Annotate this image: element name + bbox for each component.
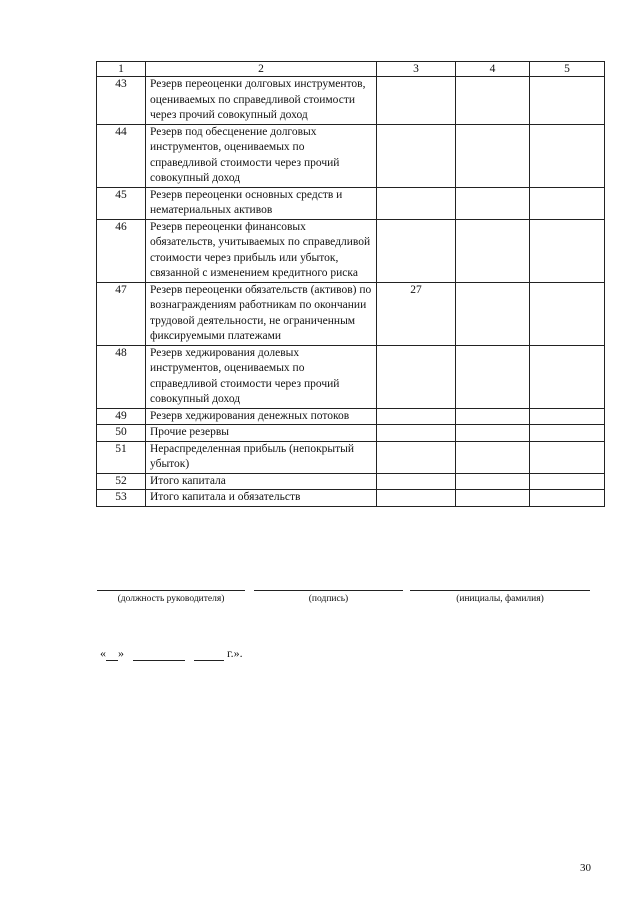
table-row bbox=[97, 473, 605, 490]
row-name: Прочие резервы bbox=[146, 425, 377, 442]
row-value-5 bbox=[530, 490, 605, 507]
row-number: 44 bbox=[97, 124, 146, 187]
row-name: Итого капитала и обязательств bbox=[146, 490, 377, 507]
row-name: Резерв переоценки финансовых обязательств, учитываемых по справедливой стоимости через прибыль или убыток, связанной с изменением кредитного риска bbox=[146, 219, 377, 282]
table-row bbox=[97, 187, 605, 219]
month-blank bbox=[133, 650, 185, 661]
row-value-3 bbox=[377, 77, 456, 125]
page-number: 30 bbox=[580, 862, 591, 874]
date-line bbox=[100, 646, 243, 661]
row-value-5 bbox=[530, 441, 605, 473]
table-row bbox=[97, 219, 605, 282]
header-col-3: 3 bbox=[377, 62, 456, 77]
row-name: Резерв хеджирования долевых инструментов, оцениваемых по справедливой стоимости через прочий совокупный доход bbox=[146, 345, 377, 408]
signature-caption: (подпись) bbox=[308, 594, 349, 604]
row-name: Нераспределенная прибыль (непокрытый убыток) bbox=[146, 441, 377, 473]
year-suffix: г.». bbox=[227, 646, 243, 660]
row-value-3 bbox=[377, 187, 456, 219]
row-value-3 bbox=[377, 490, 456, 507]
row-name: Резерв переоценки долговых инструментов, оцениваемых по справедливой стоимости через прочий совокупный доход bbox=[146, 77, 377, 125]
header-col-1: 1 bbox=[97, 62, 146, 77]
row-number: 47 bbox=[97, 282, 146, 345]
row-value-5 bbox=[530, 282, 605, 345]
row-value-3 bbox=[377, 124, 456, 187]
row-value-4 bbox=[456, 473, 530, 490]
header-col-2: 2 bbox=[146, 62, 377, 77]
row-number: 45 bbox=[97, 187, 146, 219]
table-row bbox=[97, 77, 605, 125]
row-value-3 bbox=[377, 345, 456, 408]
row-value-4 bbox=[456, 441, 530, 473]
row-value-5 bbox=[530, 187, 605, 219]
row-name: Резерв переоценки обязательств (активов) по вознаграждениям работникам по окончании трудовой деятельности, не ограниченным фиксируемыми платежами bbox=[146, 282, 377, 345]
position-signature-line bbox=[97, 590, 245, 592]
row-value-4 bbox=[456, 408, 530, 425]
row-number: 43 bbox=[97, 77, 146, 125]
row-name: Резерв под обесценение долговых инструментов, оцениваемых по справедливой стоимости через прочий совокупный доход bbox=[146, 124, 377, 187]
year-blank bbox=[194, 650, 224, 661]
row-value-3 bbox=[377, 473, 456, 490]
table-row bbox=[97, 345, 605, 408]
date-open-quote: « bbox=[100, 646, 106, 660]
row-number: 52 bbox=[97, 473, 146, 490]
table-row bbox=[97, 490, 605, 507]
row-value-4 bbox=[456, 219, 530, 282]
table-row bbox=[97, 408, 605, 425]
row-value-3 bbox=[377, 219, 456, 282]
name-signature-line bbox=[410, 590, 590, 592]
row-value-3: 27 bbox=[377, 282, 456, 345]
row-name: Резерв хеджирования денежных потоков bbox=[146, 408, 377, 425]
day-blank bbox=[106, 650, 118, 661]
row-value-3 bbox=[377, 425, 456, 442]
table-row bbox=[97, 441, 605, 473]
row-value-4 bbox=[456, 345, 530, 408]
table-row bbox=[97, 124, 605, 187]
row-value-5 bbox=[530, 77, 605, 125]
header-col-4: 4 bbox=[456, 62, 530, 77]
row-value-4 bbox=[456, 124, 530, 187]
header-col-5: 5 bbox=[530, 62, 605, 77]
row-value-4 bbox=[456, 282, 530, 345]
row-value-4 bbox=[456, 490, 530, 507]
name-caption: (инициалы, фамилия) bbox=[456, 594, 544, 604]
row-number: 46 bbox=[97, 219, 146, 282]
row-number: 50 bbox=[97, 425, 146, 442]
table-header-row bbox=[97, 62, 605, 77]
row-number: 53 bbox=[97, 490, 146, 507]
row-value-5 bbox=[530, 408, 605, 425]
balance-table bbox=[96, 61, 605, 507]
row-value-5 bbox=[530, 219, 605, 282]
row-value-5 bbox=[530, 124, 605, 187]
row-number: 49 bbox=[97, 408, 146, 425]
row-value-3 bbox=[377, 408, 456, 425]
row-value-5 bbox=[530, 425, 605, 442]
row-value-4 bbox=[456, 425, 530, 442]
row-number: 48 bbox=[97, 345, 146, 408]
row-name: Итого капитала bbox=[146, 473, 377, 490]
row-value-4 bbox=[456, 77, 530, 125]
row-name: Резерв переоценки основных средств и нематериальных активов bbox=[146, 187, 377, 219]
position-caption: (должность руководителя) bbox=[117, 594, 225, 604]
row-value-5 bbox=[530, 345, 605, 408]
row-value-5 bbox=[530, 473, 605, 490]
table-row bbox=[97, 425, 605, 442]
row-value-3 bbox=[377, 441, 456, 473]
row-number: 51 bbox=[97, 441, 146, 473]
date-close-quote: » bbox=[118, 646, 124, 660]
row-value-4 bbox=[456, 187, 530, 219]
signature-line bbox=[254, 590, 403, 592]
table-row bbox=[97, 282, 605, 345]
